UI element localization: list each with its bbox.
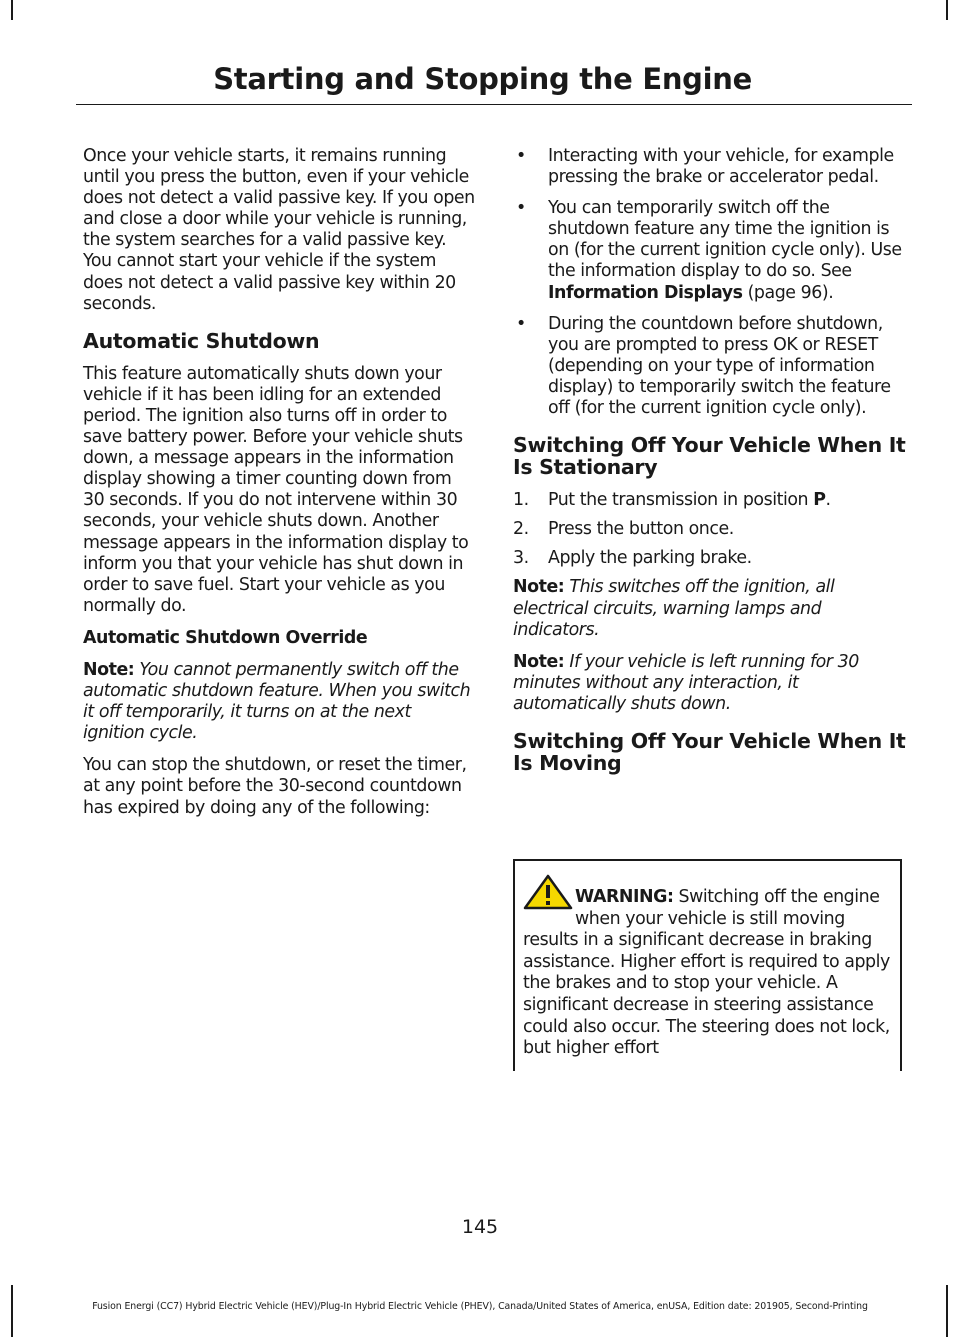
step-number: 1. <box>513 490 529 511</box>
warning-body <box>523 887 895 1060</box>
note-label: Note: <box>513 651 565 672</box>
step-number: 3. <box>513 548 529 569</box>
information-displays-link[interactable]: Information Displays <box>548 282 743 303</box>
page-header <box>76 60 912 105</box>
note-text: If your vehicle is left running for 30 minutes without any interaction, it automatically shuts down. <box>513 651 859 714</box>
stationary-steps <box>513 490 908 569</box>
footer-edition: Fusion Energi (CC7) Hybrid Electric Vehicle (HEV)/Plug-In Hybrid Electric Vehicle (PHEV), Canada/United States of America, enUSA, Edition date: 201905, Second-Printing <box>92 1301 868 1312</box>
step-text: Put the transmission in position <box>548 490 814 511</box>
step-item <box>513 490 908 511</box>
page-reference: (page 96). <box>742 282 834 303</box>
override-paragraph: You can stop the shutdown, or reset the timer, at any point before the 30-second countdown has expired by doing any of the following: <box>83 755 467 818</box>
warning-label: WARNING: <box>575 887 674 907</box>
stationary-heading: Switching Off Your Vehicle When It Is Stationary <box>513 433 906 480</box>
step-item <box>513 519 908 540</box>
step-item <box>513 548 908 569</box>
bullet-icon: • <box>516 198 526 219</box>
note-label: Note: <box>83 659 135 680</box>
warning-text: Switching off the engine when your vehicle is still moving results in a significant decrease in braking assistance. Higher effort is required to apply the brakes and to stop your vehicle. A significant decrease in steering assistance could also occur. The steering does not lock, but higher effort <box>523 887 890 1059</box>
crop-mark-top-left <box>11 0 13 20</box>
page-title: Starting and Stopping the Engine <box>213 62 752 96</box>
right-column <box>513 146 908 786</box>
step-text: Apply the parking brake. <box>548 548 752 569</box>
bullet-icon: • <box>516 146 526 166</box>
note-label: Note: <box>513 577 565 598</box>
override-heading: Automatic Shutdown Override <box>83 627 368 648</box>
page-number: 145 <box>461 1216 499 1238</box>
list-item-text: You can temporarily switch off the shutdown feature any time the ignition is on (for the current ignition cycle only). Use the information display to do so. See <box>548 198 902 282</box>
warning-box <box>513 859 902 1071</box>
list-item-text: Interacting with your vehicle, for example pressing the brake or accelerator pedal. <box>548 146 894 188</box>
stationary-note-1 <box>513 577 908 640</box>
list-item <box>513 198 908 303</box>
override-note <box>83 660 476 744</box>
automatic-shutdown-heading: Automatic Shutdown <box>83 328 320 353</box>
automatic-shutdown-paragraph: This feature automatically shuts down your vehicle if it has been idling for an extended period. The ignition also turns off in order to save battery power. Before your vehicle shuts down, a message appears in the information display showing a timer counting down from 30 seconds. If you do not intervene within 30 seconds, your vehicle shuts down. Another message appears in the information display to inform you that your vehicle has shut down in order to save fuel. Start your vehicle as you normally do. <box>83 363 469 616</box>
park-position: P <box>813 490 826 511</box>
intro-paragraph: Once your vehicle starts, it remains running until you press the button, even if your vehicle does not detect a valid passive key. If you open and close a door while your vehicle is running, the system searches for a valid passive key. You cannot start your vehicle if the system does not detect a valid passive key within 20 seconds. <box>83 146 475 314</box>
note-text: This switches off the ignition, all electrical circuits, warning lamps and indicators. <box>513 577 835 640</box>
moving-heading: Switching Off Your Vehicle When It Is Moving <box>513 728 906 775</box>
crop-mark-top-right <box>946 0 948 20</box>
list-item <box>513 314 908 419</box>
stationary-note-2 <box>513 652 908 715</box>
list-item-text: During the countdown before shutdown, you are prompted to press OK or RESET (depending on your type of information display) to temporarily switch the feature off (for the current ignition cycle only). <box>548 313 891 419</box>
override-options-list <box>513 146 908 419</box>
step-text: Press the button once. <box>548 519 734 540</box>
warning-triangle-icon <box>523 874 573 910</box>
bullet-icon: • <box>516 313 526 334</box>
list-item <box>513 146 908 188</box>
note-text: You cannot permanently switch off the automatic shutdown feature. When you switch it off temporarily, it turns on at the next ignition cycle. <box>83 659 471 744</box>
left-column <box>83 146 476 830</box>
step-number: 2. <box>513 519 529 540</box>
step-punct: . <box>825 490 831 511</box>
